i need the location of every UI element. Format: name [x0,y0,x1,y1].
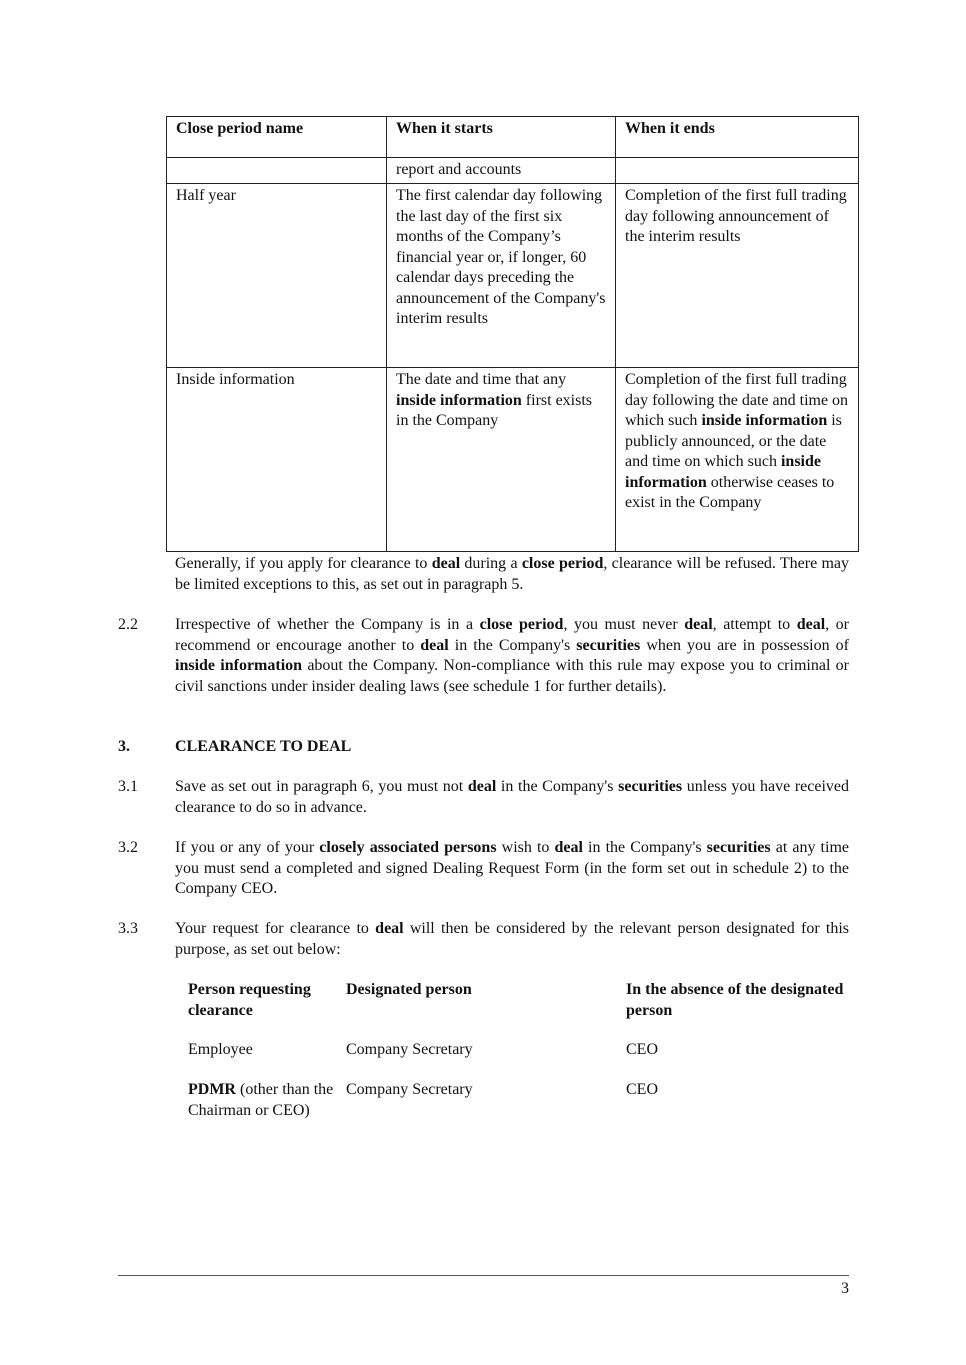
paragraph-3-1: Save as set out in paragraph 6, you must not deal in the Company's securities unless you have received clearance to do so in advance. [175,778,850,816]
paragraph-number-3-3: 3.3 [118,920,138,937]
cell-half-year-ends: Completion of the first full trading day following announcement of the interim results [616,184,859,368]
header-designated-person: Designated person [346,981,472,998]
paragraph-number-2-2: 2.2 [118,616,138,633]
paragraph-number-3-2: 3.2 [118,839,138,856]
footer-divider [118,1275,849,1276]
table-row-half-year [167,184,859,368]
table-row-continuation [167,158,859,184]
cell-inside-info-starts: The date and time that any inside information first exists in the Company [387,368,616,552]
page-number: 3 [841,1280,849,1297]
cell-continuation-starts: report and accounts [387,158,616,184]
close-period-table [166,116,859,552]
paragraph-2-2: Irrespective of whether the Company is in a close period, you must never deal, attempt to deal, or recommend or encourage another to deal in the Company's securities when you are in possession of inside information about the Company. Non-compliance with this rule may expose you to criminal or civil sanctions under insider dealing laws (see schedule 1 for further details). [175,616,849,695]
table-row-inside-information [167,368,859,552]
table-header-row [167,117,859,158]
designated-table-row-pdmr [188,1080,828,1144]
cell-half-year-name: Half year [167,184,387,368]
cell-employee-designated: Company Secretary [346,1041,473,1058]
header-person-requesting: Person requesting clearance [188,981,311,1019]
cell-employee-absence: CEO [626,1041,658,1058]
paragraph-3-2: If you or any of your closely associated persons wish to deal in the Company's securities at any time you must send a completed and signed Dealing Request Form (in the form set out in schedule 2) to the Company CEO. [175,839,849,897]
paragraph-number-3-1: 3.1 [118,778,138,795]
cell-pdmr: PDMR (other than the Chairman or CEO) [188,1081,334,1119]
header-when-it-starts: When it starts [387,117,616,158]
section-number-3: 3. [118,738,130,755]
header-when-it-ends: When it ends [616,117,859,158]
cell-continuation-ends [616,158,859,184]
section-heading-clearance-to-deal: CLEARANCE TO DEAL [175,738,352,755]
designated-table-header [188,980,844,1040]
cell-half-year-starts: The first calendar day following the last day of the first six months of the Company’s financial year or, if longer, 60 calendar days preceding the announcement of the Company's interim results [387,184,616,368]
cell-inside-info-name: Inside information [167,368,387,552]
cell-pdmr-designated: Company Secretary [346,1081,473,1098]
cell-inside-info-ends: Completion of the first full trading day following the date and time on which such inside information is publicly announced, or the date and time on which such inside information otherwise ceases to exist in the Company [616,368,859,552]
cell-pdmr-absence: CEO [626,1081,658,1098]
designated-person-table [188,980,844,1144]
cell-continuation-name [167,158,387,184]
paragraph-3-3: Your request for clearance to deal will then be considered by the relevant person designated for this purpose, as set out below: [175,920,850,958]
header-close-period-name: Close period name [167,117,387,158]
designated-table-row-employee [188,1040,828,1080]
general-note: Generally, if you apply for clearance to deal during a close period, clearance will be refused. There may be limited exceptions to this, as set out in paragraph 5. [175,555,850,593]
cell-employee: Employee [188,1041,253,1058]
header-absence-designated: In the absence of the designated person [626,981,844,1019]
